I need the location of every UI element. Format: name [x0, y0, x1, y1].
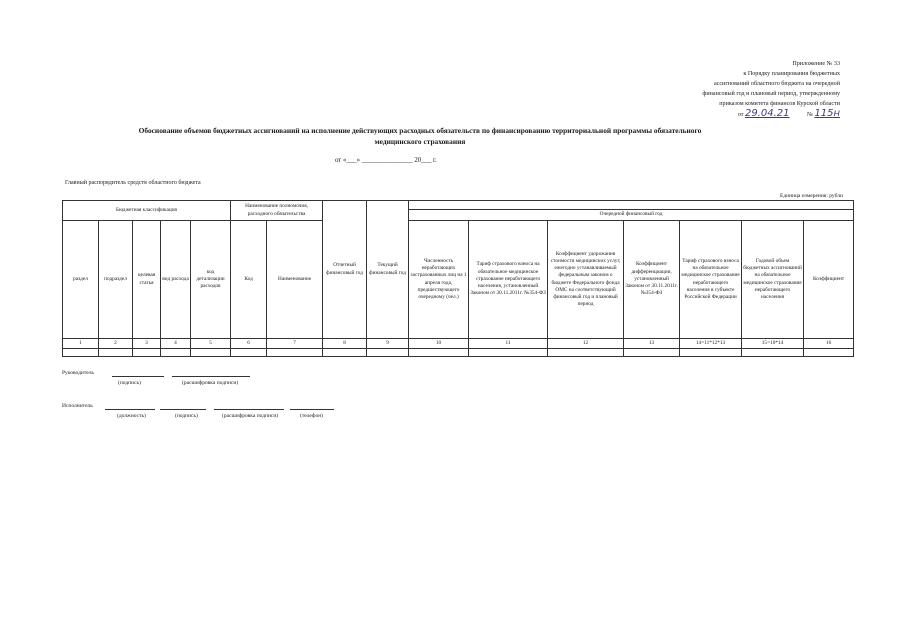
exec-decode-caption: (расшифровка подписи) — [222, 413, 279, 419]
header-coefficient: Коэффициент — [804, 221, 854, 339]
header-coef-rise: Коэффициент удорожания стоимости медицинских услуг, ежегодно устанавливаемый федеральным законом о бюджете Федерального фонда ОМС на соответствующий финансовый год и плановый период — [548, 221, 624, 339]
date-line: от «___» _______________ 20___ г. — [335, 157, 437, 164]
number-prefix: № — [807, 112, 813, 118]
appendix-line: к Порядку планирования бюджетных — [743, 71, 840, 77]
header-code: Код — [231, 221, 267, 339]
exec-position-line — [105, 409, 155, 410]
header-detail-code: код детализации расходов — [191, 221, 231, 339]
manager-label: Главный распорядитель средств областного бюджета — [65, 180, 201, 186]
appendix-line: Приложение № 33 — [792, 61, 840, 67]
appendix-line: финансовый год и плановый период, утвержденному — [702, 91, 840, 97]
column-number: 7 — [267, 339, 323, 349]
head-sign-line — [112, 376, 164, 377]
appendix-block — [640, 59, 840, 120]
column-number: 13 — [624, 339, 680, 349]
units-label: Единица измерения: рубли — [780, 193, 843, 199]
header-next-year: Очередной финансовый год — [409, 210, 854, 221]
executor-label: Исполнитель — [62, 403, 93, 409]
head-sign-caption: (подпись) — [118, 380, 141, 386]
appendix-line: приказом комитета финансов Курской области — [719, 101, 840, 107]
column-number: 5 — [191, 339, 231, 349]
exec-sign-line — [160, 409, 206, 410]
exec-phone-line — [290, 409, 334, 410]
column-number: 11 — [469, 339, 548, 349]
header-spacer — [409, 201, 854, 210]
header-report-year: Отчетный финансовый год — [323, 201, 367, 339]
header-current-year: Текущий финансовый год — [367, 201, 409, 339]
document-title — [95, 125, 745, 147]
title-line: медицинского страхования — [374, 137, 466, 146]
column-number: 16 — [804, 339, 854, 349]
header-budget-classification: Бюджетная классификация — [63, 201, 231, 221]
handwritten-number: 115н — [814, 108, 840, 119]
column-number: 2 — [99, 339, 133, 349]
column-number: 10 — [409, 339, 469, 349]
column-number: 3 — [133, 339, 161, 349]
head-decode-line — [172, 376, 250, 377]
header-name: Наименование — [267, 221, 323, 339]
header-subsection: подраздел — [99, 221, 133, 339]
column-number: 4 — [161, 339, 191, 349]
column-number: 6 — [231, 339, 267, 349]
header-expense-type: вид расхода — [161, 221, 191, 339]
exec-sign-caption: (подпись) — [175, 413, 198, 419]
date-prefix: от — [737, 112, 744, 118]
handwritten-date: 29.04.21 — [744, 108, 790, 119]
column-number: 12 — [548, 339, 624, 349]
title-line: Обоснование объемов бюджетных ассигнований на исполнение действующих расходных обязательств по финансированию территориальной программы обязательного — [138, 126, 702, 135]
header-annual-volume: Годовой объем бюджетных ассигнований на обязательное медицинское страхование неработающего населения — [742, 221, 804, 339]
column-number: 14=11*12*13 — [680, 339, 742, 349]
head-decode-caption: (расшифровка подписи) — [182, 380, 239, 386]
header-coef-diff: Коэффициент дифференциации, установленный Законом от 30.11.2011г. №354-ФЗ — [624, 221, 680, 339]
exec-decode-line — [214, 409, 284, 410]
header-target-article: целевая статья — [133, 221, 161, 339]
header-obligation-name: Наименование полномочия, расходного обязательства — [231, 201, 323, 221]
header-insured-count: Численность неработающих застрахованных лиц на 1 апреля года, предшествующего очередному (чел.) — [409, 221, 469, 339]
exec-phone-caption: (телефон) — [300, 413, 324, 419]
table-row — [63, 349, 854, 357]
column-number: 8 — [323, 339, 367, 349]
head-label: Руководитель — [62, 370, 94, 376]
header-tariff: Тариф страхового взноса на обязательное медицинское страхование неработающего населения, установленный Законом от 30.11.2011г. №354-ФЗ — [469, 221, 548, 339]
justification-table — [62, 200, 854, 357]
exec-position-caption: (должность) — [117, 413, 146, 419]
column-number: 15=10*14 — [742, 339, 804, 349]
appendix-line: ассигнований областного бюджета на очередной — [713, 81, 840, 87]
column-number: 1 — [63, 339, 99, 349]
appendix-date-line — [640, 109, 840, 120]
column-number: 9 — [367, 339, 409, 349]
header-tariff-subject: Тариф страхового взноса на обязательное медицинское страхование неработающего населения в субъекте Российской Федерации — [680, 221, 742, 339]
header-section: раздел — [63, 221, 99, 339]
